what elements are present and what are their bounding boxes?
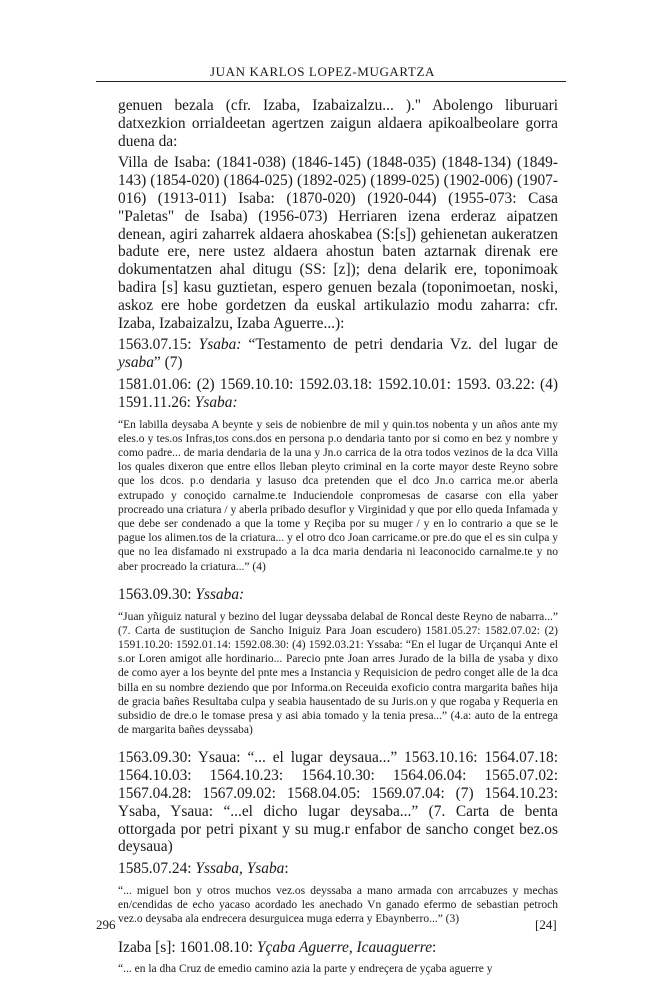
entry-1563-07-15: 1563.07.15: Ysaba: “Testamento de petri dendaria Vz. del lugar de ysaba” (7) <box>118 336 558 372</box>
main-column <box>118 97 558 989</box>
entry-izaba: Izaba [s]: 1601.08.10: Yçaba Aguerre, Icauaguerre: <box>118 938 437 956</box>
quotation: “En labilla deysaba A beynte y seis de nobienbre de mil y quin.tos nobenta y un años ante my eles.o y tes.os Infras,tos cons.dos en persona p.o dendaria tanto por si como en bez y nombre y como padre... de maria dendaria de la una y Jn.o carrica de la otra todos vezinos de la dca Villa los quales dixeron que entre ellos lleban pleyto criminal en la corte mayor deste Reyno sobre que los dcos. p.o dendaria y lasuso dca pretenden que el dco Jn.o carrica me.or aberla extrupado y conoçido carnalme.te Induciendole conpromesas de casarse con ella yaber procreado una criatura / y aberla pribado desuflor y Virginidad y que por ello queda Infamada y que debe ser condenado a que la tome y Reçiba por su muger / y en lo contrario a que se le pague los alimen.tos de la criatura... y el otro dco Joan carricame.or pre.do que el es sin culpa y que no lea disfamado ni exstrupado a la dca maria dendaria ni leaconocido carnalme.te y no aber procreado la criatura...” (4) <box>118 418 558 573</box>
paragraph: 1563.09.30: Ysaua: “... el lugar deysaua...” 1563.10.16: 1564.07.18: 1564.10.03: 1564.10.23: 1564.10.30: 1564.06.04: 1565.07.02: 1567.04.28: 1567.09.02: 1568.04.05: 1569.07.04: (7) 1564.10.23: Ysaba, Ysaua: “...el dicho lugar deysaba...” (7. Carta de benta ottorgada por petri pixant y su mug.r enfabor de sancho conget bez.os deysaua) <box>118 749 558 856</box>
running-head: JUAN KARLOS LOPEZ-MUGARTZA <box>210 64 435 79</box>
entry-dates: 1581.01.06: (2) 1569.10.10: 1592.03.18: 1592.10.01: 1593. 03.22: (4) 1591.11.26: Ysaba: <box>118 375 558 411</box>
header-rule <box>96 81 566 82</box>
folio-number: [24] <box>535 917 557 932</box>
paragraph: genuen bezala (cfr. Izaba, Izabaizalzu... )." Abolengo liburuari datxezkion orrialdeetan agertzen zaigun aldaera apikoalbeolare gorra duena da: <box>118 97 558 150</box>
paragraph: Villa de Isaba: (1841-038) (1846-145) (1848-035) (1848-134) (1849-143) (1854-020) (1864-025) (1892-025) (1899-025) (1902-006) (1907-016) (1913-011) Isaba: (1870-020) (1920-044) (1955-073: Casa "Paletas" de Isaba) (1956-073) Herriaren izena erderaz aipatzen denean, agiri zaharrek aldaera ahoskabea (S:[s]) gehienetan aukeratzen badute ere, nere ustez aldaera ahostun baten aztarnak direnak ere dokumentatzen ahal ditugu (SS: [z]); dena delarik ere, toponimoak badira [s] kasu guztietan, espero genuen bezala (toponimoetan, noski, askoz ere hobe gordetzen da euskal artikulazio modu zaharra: cfr. Izaba, Izabaizalzu, Izaba Aguerre...): <box>118 154 558 332</box>
page-number: 296 <box>96 917 116 932</box>
quotation: “... miguel bon y otros muchos vez.os deyssaba a mano armada con arrcabuzes y mechas en/cendidas de echo yacaso acordado les anechado Vn ganado efermo de sebastian petroch vez.o deysaba ala endrecera desurguicea muga ederra y Ebaynberro...” (3) <box>118 884 558 926</box>
entry-1563-09-30: 1563.09.30: Yssaba: <box>118 585 245 603</box>
quotation: “Juan yñiguiz natural y bezino del lugar deyssaba delabal de Roncal deste Reyno de nabarra...” (7. Carta de sustituçion de Sancho Iniguiz Para Joan escudero) 1581.05.27: 1582.07.02: (2) 1591.10.20: 1592.01.14: 1592.08.30: (4) 1592.03.21: Yssaba: “En el lugar de Urçanqui Ante el s.or Loren amigot alle hordinario... Parecio pnte Joan arres Jurado de la billa de ysaba y dixo de como ayer a los beynte del pnte mes a Instancia y Requisicion de pedro conget alle de la dca billa en su nombre deziendo que por Informa.on Receuida exoficio contra margarita bañes hija de gracia bañes Resultaba culpa y seabia hausentado de su Juris.on y que rogaba y Requeria en subsidio de dre.o le tomase presa y asi abia tomado y la tenia presa...” (4.a: auto de la entrega de margarita bañes deyssaba) <box>118 610 558 737</box>
quotation: “... en la dha Cruz de emedio camino azia la parte y endreçera de yçaba aguerre y <box>118 963 493 976</box>
entry-1585-07-24: 1585.07.24: Yssaba, Ysaba: <box>118 860 289 878</box>
